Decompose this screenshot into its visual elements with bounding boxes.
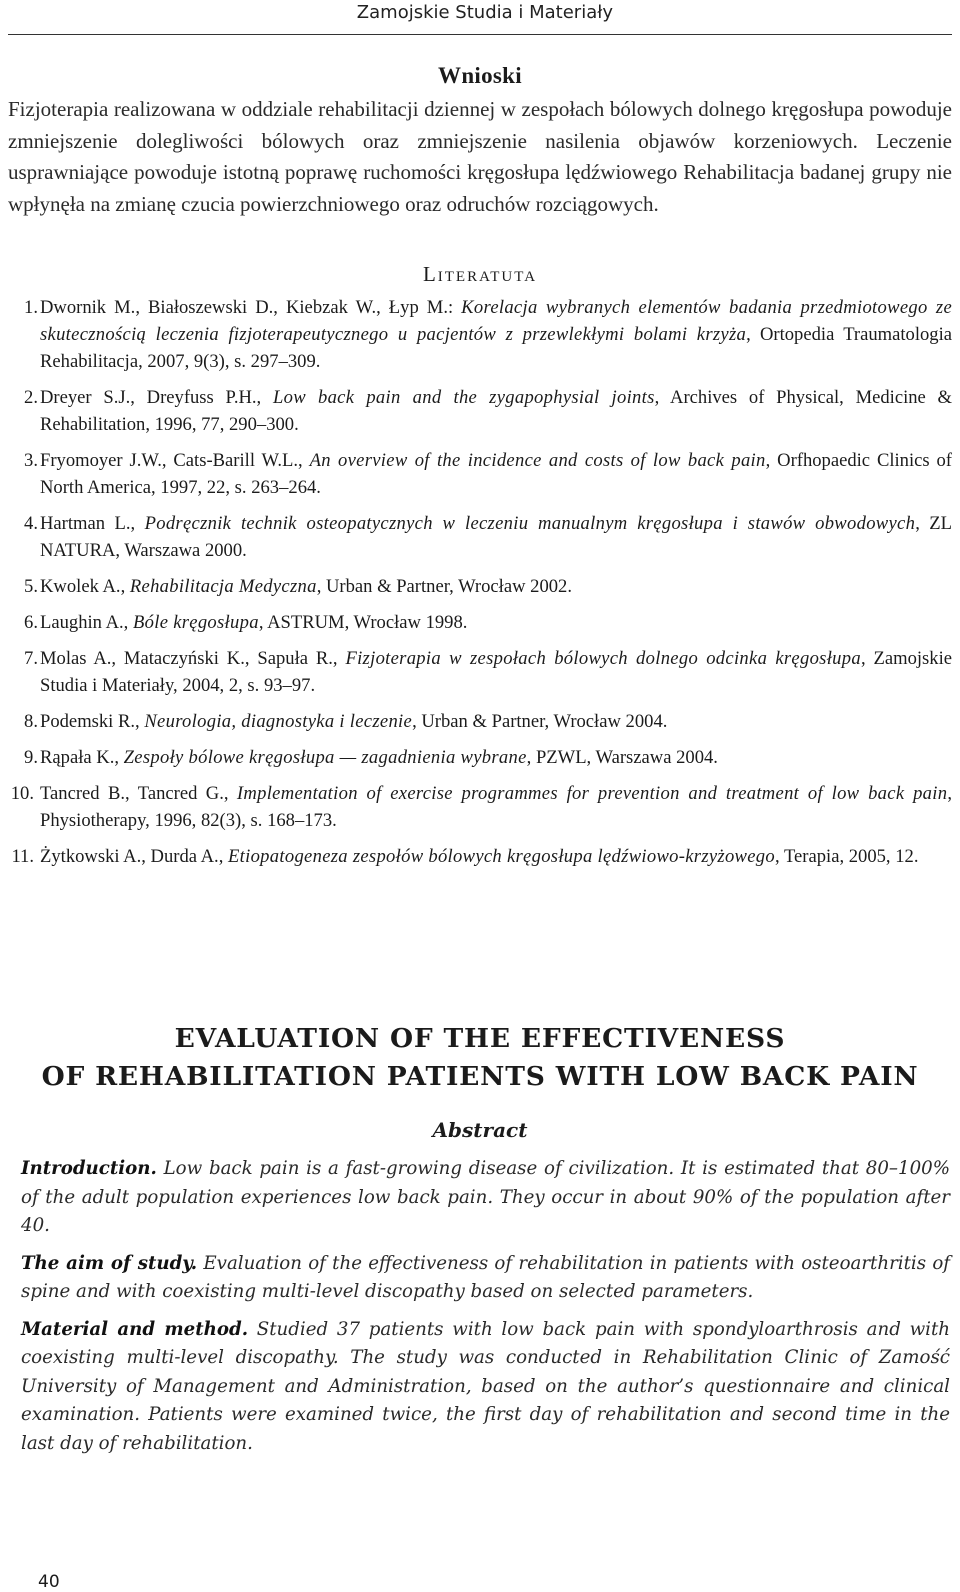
reference-source: , Zamojskie Studia i Materiały, 2004, 2, s. 93–97. [40, 648, 952, 697]
paper-title-line-2: OF REHABILITATION PATIENTS WITH LOW BACK PAIN [41, 1061, 919, 1092]
reference-item [8, 780, 952, 834]
reference-authors: Hartman L., [40, 513, 145, 535]
reference-source: , Terapia, 2005, 12. [775, 846, 919, 868]
reference-item [8, 510, 952, 564]
main-content [8, 58, 952, 879]
reference-number: 11. [11, 846, 34, 868]
abstract-heading: Abstract [432, 1118, 528, 1142]
reference-source: , ASTRUM, Wrocław 1998. [258, 612, 468, 634]
reference-source: , Urban & Partner, Wrocław 2002. [316, 576, 572, 598]
reference-title: Korelacja wybranych elementów badania przedmiotowego ze skutecznością leczenia fizjoterapeutycznego u pacjentów z przewlekłymi bolami krzyża [40, 297, 952, 346]
abstract-paragraph [21, 1316, 950, 1459]
reference-source: , PZWL, Warszawa 2004. [526, 747, 718, 769]
reference-item [8, 744, 952, 771]
reference-item [8, 447, 952, 501]
abstract-body [21, 1155, 950, 1467]
reference-source: , Archives of Physical, Medicine & Rehabilitation, 1996, 77, 290–300. [40, 387, 953, 436]
reference-number: 9. [24, 747, 38, 769]
reference-title: Low back pain and the zygapophysial joints [272, 387, 655, 409]
reference-list [8, 294, 952, 870]
paper-title [8, 1020, 952, 1096]
reference-authors: Żytkowski A., Durda A., [40, 846, 228, 868]
reference-item [8, 573, 952, 600]
reference-item [8, 645, 952, 699]
literature-title: Literatuta [422, 262, 538, 287]
reference-number: 7. [24, 648, 38, 670]
reference-item [8, 708, 952, 735]
reference-authors: Tancred B., Tancred G., [40, 783, 237, 805]
reference-authors: Rąpała K., [40, 747, 124, 769]
abstract-paragraph [21, 1250, 950, 1307]
reference-source: , Orfhopaedic Clinics of North America, 1997, 22, s. 263–264. [40, 450, 952, 499]
reference-title: An overview of the incidence and costs of low back pain [309, 450, 766, 472]
header-rule [8, 34, 952, 35]
abstract-text: Studied 37 patients with low back pain with spondyloarthrosis and with coexisting multi-level discopathy. The study was conducted in Rehabilitation Clinic of Zamość University of Management and Administration, based on the author’s questionnaire and clinical examination. Patients were examined twice, the first day of rehabilitation and second time in the last day of rehabilitation. [21, 1318, 950, 1454]
abstract-label: Material and method. [21, 1318, 249, 1340]
reference-authors: Dwornik M., Białoszewski D., Kiebzak W., Łyp M.: [40, 297, 462, 319]
reference-number: 10. [10, 783, 34, 805]
reference-title: Implementation of exercise programmes for prevention and treatment of low back pain [236, 783, 948, 805]
reference-number: 4. [24, 513, 38, 535]
abstract-paragraph [21, 1155, 950, 1241]
conclusions-text: Fizjoterapia realizowana w oddziale rehabilitacji dziennej w zespołach bólowych dolnego kręgosłupa powoduje zmniejszenie dolegliwości bólowych oraz zmniejszenie nasilenia objawów korzeniowych. Leczenie usprawniające powoduje istotną poprawę ruchomości kręgosłupa lędźwiowego Rehabilitacja badanej grupy nie wpłynęła na zmianę czucia powierzchniowego oraz odruchów rozciągowych. [8, 97, 952, 216]
reference-title: Zespoły bólowe kręgosłupa — zagadnienia wybrane [123, 747, 527, 769]
abstract-text: Evaluation of the effectiveness of rehabilitation in patients with osteoarthritis of spine and with coexisting multi-level discopathy based on selected parameters. [21, 1252, 951, 1302]
page-number: 40 [38, 1572, 60, 1592]
reference-number: 3. [24, 450, 38, 472]
reference-authors: Fryomoyer J.W., Cats-Barill W.L., [40, 450, 310, 472]
reference-number: 2. [24, 387, 38, 409]
paper-title-line-1: EVALUATION OF THE EFFECTIVENESS [174, 1023, 786, 1054]
reference-title: Etiopatogeneza zespołów bólowych kręgosłupa lędźwiowo-krzyżowego [228, 846, 776, 868]
reference-source: , ZL NATURA, Warszawa 2000. [40, 513, 952, 562]
reference-authors: Kwolek A., [40, 576, 130, 598]
reference-source: , Ortopedia Traumatologia Rehabilitacja, 2007, 9(3), s. 297–309. [40, 324, 953, 373]
reference-authors: Laughin A., [40, 612, 133, 634]
reference-authors: Podemski R., [40, 711, 145, 733]
abstract-label: Introduction. [21, 1158, 157, 1179]
reference-source: , Urban & Partner, Wrocław 2004. [412, 711, 668, 733]
conclusions-title: Wnioski [438, 63, 522, 88]
reference-title: Bóle kręgosłupa [132, 612, 259, 634]
reference-item [8, 843, 952, 870]
reference-number: 1. [24, 297, 38, 319]
reference-authors: Dreyer S.J., Dreyfuss P.H., [40, 387, 273, 409]
reference-title: Neurologia, diagnostyka i leczenie [144, 711, 413, 733]
reference-title: Rehabilitacja Medyczna [129, 576, 317, 598]
reference-source: , Physiotherapy, 1996, 82(3), s. 168–173. [40, 783, 952, 832]
reference-number: 5. [24, 576, 38, 598]
reference-authors: Molas A., Mataczyński K., Sapuła R., [40, 648, 346, 670]
running-header-journal: Zamojskie Studia i Materiały [356, 2, 613, 23]
reference-number: 6. [24, 612, 38, 634]
reference-title: Fizjoterapia w zespołach bólowych dolnego odcinka kręgosłupa [345, 648, 861, 670]
reference-item [8, 609, 952, 636]
reference-item [8, 384, 952, 438]
reference-item [8, 294, 952, 375]
reference-number: 8. [24, 711, 38, 733]
reference-title: Podręcznik technik osteopatycznych w leczeniu manualnym kręgosłupa i stawów obwodowych [144, 513, 916, 535]
abstract-text: Low back pain is a fast-growing disease of civilization. It is estimated that 80–100% of the adult population experiences low back pain. They occur in about 90% of the population after 40. [21, 1158, 950, 1236]
abstract-label: The aim of study. [21, 1252, 198, 1274]
